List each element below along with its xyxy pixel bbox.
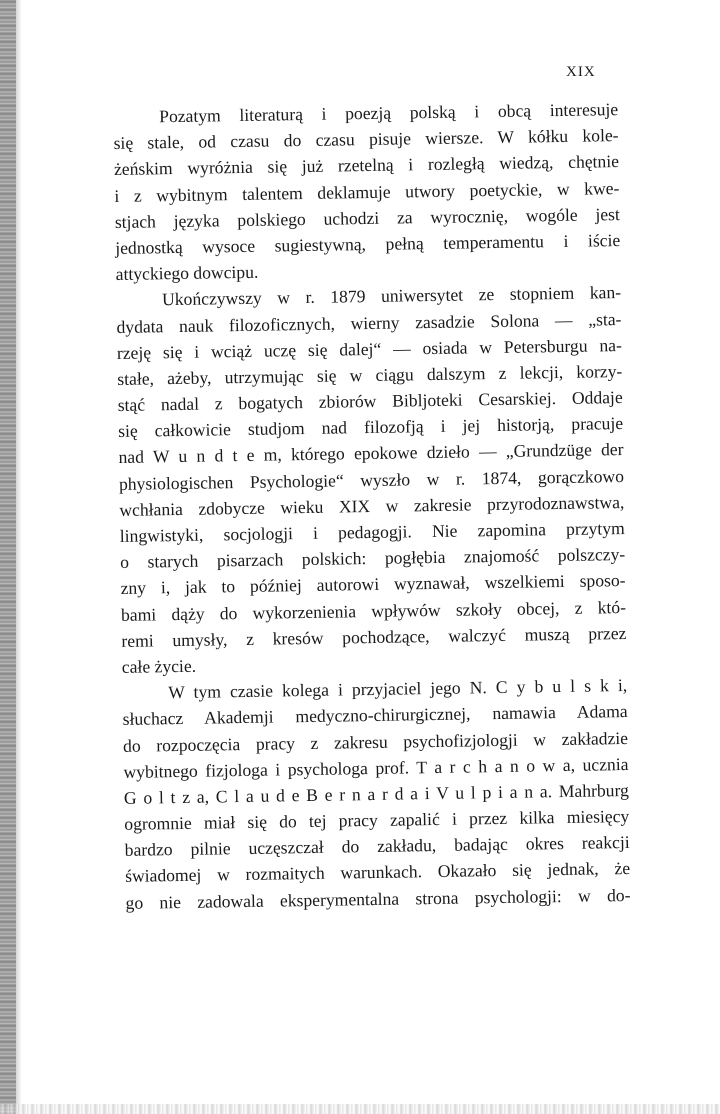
text-line: go nie zadowala eksperymentalna strona psychologji: w do- bbox=[125, 884, 631, 913]
paragraph-3 bbox=[122, 672, 631, 916]
text-line: bami dąży do wykorzenienia wpływów szkoły obcej, z któ- bbox=[120, 596, 627, 625]
text-line: Ukończywszy w r. 1879 uniwersytet ze stopniem kan- bbox=[161, 282, 622, 310]
text-line: o starych pisarzach polskich: pogłębia znajomość polszczy- bbox=[120, 544, 626, 573]
text-line: dydata nauk filozoficznych, wierny zasadzie Solona — „sta- bbox=[116, 308, 622, 337]
text-line: stąć nadal z bogatych zbiorów Bibljoteki Cesarskiej. Oddaje bbox=[117, 387, 623, 416]
page-number: XIX bbox=[566, 64, 596, 80]
text-line: żeńskim wyróżnia się już rzetelną i rozległą wiedzą, chętnie bbox=[113, 151, 620, 180]
text-line: stjach języka polskiego uchodzi za wyrocznię, wogóle jest bbox=[114, 203, 620, 232]
text-line: do rozpoczęcia pracy z zakresu psychofizjologji w zakładzie bbox=[122, 727, 629, 756]
text-line: całe życie. bbox=[121, 655, 197, 677]
text-line: stałe, ażeby, utrzymując się w ciągu dalszym z lekcji, korzy- bbox=[117, 360, 623, 389]
paragraph-1 bbox=[113, 96, 621, 287]
text-line: i z wybitnym talentem deklamuje utwory poetyckie, w kwe- bbox=[114, 177, 620, 206]
scan-bottom-edge bbox=[0, 1104, 720, 1114]
text-line: wybitnego fizjologa i psychologa prof. T a r c h a n o w a, ucznia bbox=[123, 753, 629, 782]
text-line: G o l t z a, C l a u d e B e r n a r d a i V u l p i a n a. Mahrburg bbox=[123, 779, 629, 808]
text-line: lingwistyki, socjologji i pedagogji. Nie zapomina przytym bbox=[119, 518, 625, 546]
text-line: wchłania zdobycze wieku XIX w zakresie przyrodoznawstwa, bbox=[119, 491, 625, 520]
text-line: ogromnie miał się do tej pracy zapalić i przez kilka miesięcy bbox=[124, 806, 630, 834]
body-text bbox=[113, 96, 631, 916]
text-line: świadomej w rozmaitych warunkach. Okazało się jednak, że bbox=[124, 858, 631, 887]
text-line: attyckiego dowcipu. bbox=[115, 261, 259, 285]
text-line: remi umysły, z kresów pochodzące, walczyć muszą przez bbox=[121, 622, 627, 651]
paragraph-2 bbox=[116, 279, 627, 680]
scan-edge-shadow bbox=[0, 0, 16, 1114]
text-line: słuchacz Akademji medyczno-chirurgicznej, namawia Adama bbox=[122, 701, 628, 730]
text-line: nad W u n d t e m, którego epokowe dzieło — „Grundzüge der bbox=[118, 439, 624, 468]
text-line: W tym czasie kolega i przyjaciel jego N. C y b u l s k i, bbox=[168, 675, 628, 703]
text-line: rzeję się i wciąż uczę się dalej“ — osiada w Petersburgu na- bbox=[116, 334, 623, 363]
text-line: Pozatym literaturą i poezją polską i obcą interesuje bbox=[159, 99, 619, 127]
text-line: jednostką wysoce sugiestywną, pełną temperamentu i iście bbox=[115, 229, 621, 258]
text-line: bardzo pilnie uczęszczał do zakładu, badając okres reakcji bbox=[124, 832, 630, 861]
text-line: physiologischen Psychologie“ wyszło w r. 1874, gorączkowo bbox=[118, 465, 625, 494]
text-line: się całkowicie studjom nad filozofją i jej historją, pracuje bbox=[117, 413, 624, 442]
text-line: zny i, jak to później autorowi wyznawał, wszelkiemi sposo- bbox=[120, 570, 626, 599]
text-line: się stale, od czasu do czasu pisuje wiersze. W kółku kole- bbox=[113, 125, 619, 154]
